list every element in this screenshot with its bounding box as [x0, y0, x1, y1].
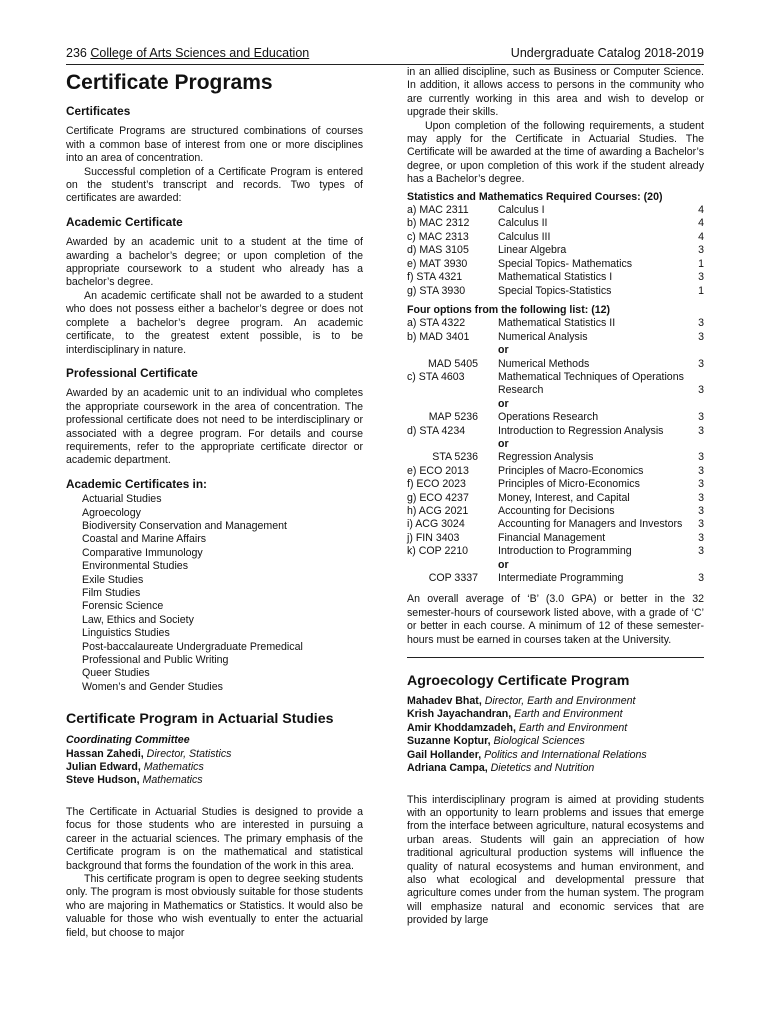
course-title: Accounting for Managers and Investors: [498, 518, 683, 531]
committee-member: [66, 774, 363, 787]
agroecology-heading: Agroecology Certificate Program: [407, 673, 630, 690]
course-row: [407, 331, 704, 344]
or-row: [407, 344, 704, 357]
course-title: Mathematical Techniques of Operations: [498, 370, 684, 383]
course-code: f) ECO 2023: [407, 478, 466, 491]
committee-member: [407, 722, 704, 735]
course-title: Numerical Methods: [498, 357, 590, 370]
course-credits: 3: [698, 384, 704, 397]
course-code: c) STA 4603: [407, 370, 465, 383]
course-credits: 3: [698, 572, 704, 585]
right-column: [407, 66, 704, 928]
course-title: Regression Analysis: [498, 451, 594, 464]
course-row: [407, 465, 704, 478]
requirements-paragraph: Upon completion of the following requirements, a student may apply for the Certificate in Actuarial Studies. The Certificate will be awarded at the time of awarding a Bachelor’s degree, or upon completion of this work if the student already has a Bachelor’s degree.: [407, 119, 704, 186]
course-code: [407, 344, 498, 357]
committee-member: [407, 735, 704, 748]
course-credits: 3: [698, 411, 704, 424]
course-title: Intermediate Programming: [498, 572, 624, 585]
running-header: [66, 46, 704, 65]
course-title: Principles of Macro-Economics: [498, 464, 644, 477]
member-role: Earth and Environment: [518, 721, 628, 734]
course-row: [407, 411, 704, 424]
member-role: Director, Statistics: [146, 747, 232, 760]
course-row: [407, 271, 704, 284]
course-credits: [692, 438, 704, 451]
course-row: [407, 425, 704, 438]
course-credits: 3: [698, 491, 704, 504]
member-name: Mahadev Bhat,: [407, 695, 482, 708]
course-code: g) STA 3930: [407, 284, 466, 297]
course-row: [407, 384, 704, 397]
course-credits: 1: [698, 257, 704, 270]
course-code: d) MAS 3105: [407, 244, 469, 257]
course-credits: [692, 398, 704, 411]
course-row: [407, 478, 704, 491]
certificates-heading: Certificates: [66, 104, 131, 118]
gpa-paragraph: An overall average of ‘B’ (3.0 GPA) or better in the 32 semester-hours of coursework listed above, with a grade of ‘C’ or better in each course. A minimum of 12 of these semester-hours must be earned in courses taken at the University.: [407, 593, 704, 646]
actuarial-heading: Certificate Program in Actuarial Studies: [66, 711, 334, 728]
academic-certificate-paragraph: Awarded by an academic unit to a student at the time of awarding a bachelor’s degree; or upon completion of the appropriate coursework to a student who already has a bachelor’s degree.: [66, 236, 363, 289]
academic-certificate-heading: Academic Certificate: [66, 214, 183, 229]
member-role: Mathematics: [142, 774, 203, 787]
course-code: [407, 398, 498, 411]
member-role: Biological Sciences: [493, 735, 585, 748]
course-code: a) MAC 2311: [407, 204, 469, 217]
option-courses-list: [407, 317, 704, 585]
certificate-list-item: Exile Studies: [82, 573, 144, 586]
member-name: Steve Hudson,: [66, 774, 140, 787]
course-row: [407, 258, 704, 271]
professional-certificate-paragraph: Awarded by an academic unit to an individual who completes the appropriate coursework in the area of concentration. The professional certificate does not need to be interdisciplinary or associated with a degree program. For details and course requirements, refer to the appropriate certificate director or academic department.: [66, 387, 363, 467]
course-credits: 3: [698, 271, 704, 284]
page-number: 236: [66, 46, 87, 60]
course-credits: 3: [698, 424, 704, 437]
course-title: Numerical Analysis: [498, 330, 588, 343]
member-name: Adriana Campa,: [407, 762, 488, 775]
course-row: [407, 371, 704, 384]
certificate-list-item: Law, Ethics and Society: [82, 613, 194, 626]
or-row: [407, 559, 704, 572]
course-credits: 3: [698, 451, 704, 464]
course-title: Operations Research: [498, 411, 599, 424]
certificates-paragraph: Certificate Programs are structured combinations of courses with a common base of interest from one or more disciplines into an area of concentration.: [66, 125, 363, 165]
coordinating-committee: [66, 734, 363, 788]
member-name: Julian Edward,: [66, 761, 141, 774]
certificate-list-item: Queer Studies: [82, 667, 150, 680]
committee-member: [407, 749, 704, 762]
member-role: Politics and International Relations: [484, 748, 647, 761]
actuarial-paragraph-2: This certificate program is open to degree seeking students only. The program is most obviously suitable for those students who are majoring in Mathematics or Statistics. It would also be valuable for those who wish eventually to enter the actuarial field, but choose to major: [66, 872, 363, 939]
agroecology-committee: [407, 695, 704, 775]
academic-certificates-list-heading: Academic Certificates in:: [66, 476, 207, 491]
course-code: j) FIN 3403: [407, 531, 460, 544]
course-row: [407, 217, 704, 230]
certificate-list-item: Film Studies: [82, 587, 141, 599]
certificates-paragraph-2: Successful completion of a Certificate Program is entered on the student’s transcript and records. Two types of certificates are awarded:: [66, 165, 363, 205]
course-row: [407, 358, 704, 371]
course-title: Research: [498, 384, 544, 397]
professional-certificate-heading: Professional Certificate: [66, 365, 198, 380]
committee-member: [407, 708, 704, 721]
course-row: [407, 451, 704, 464]
member-role: Mathematics: [143, 761, 204, 774]
course-title: Money, Interest, and Capital: [498, 491, 630, 504]
committee-members: [66, 748, 363, 788]
member-role: Earth and Environment: [514, 708, 623, 721]
academic-certificate-paragraph-2: An academic certificate shall not be awarded to a student who does not possess either a bachelor’s degree or does not complete a bachelor’s degree program. An academic certificate, to the greatest extent possible, is to be interdisciplinary in nature.: [66, 289, 363, 356]
course-credits: 1: [698, 284, 704, 297]
course-title: or: [498, 344, 509, 357]
course-row: [407, 492, 704, 505]
certificate-list-item: Forensic Science: [82, 600, 164, 613]
course-credits: 3: [698, 357, 704, 370]
course-row: [407, 317, 704, 330]
course-row: [407, 572, 704, 585]
or-row: [407, 438, 704, 451]
certificate-list-item: Comparative Immunology: [82, 546, 203, 559]
certificates-list: [66, 493, 363, 694]
course-row: [407, 204, 704, 217]
course-credits: [692, 559, 704, 572]
college-name: College of Arts Sciences and Education: [90, 46, 310, 60]
member-name: Amir Khoddamzadeh,: [407, 721, 516, 734]
course-credits: 4: [698, 230, 704, 243]
course-title: Mathematical Statistics II: [498, 317, 616, 330]
course-title: Special Topics- Mathematics: [498, 257, 633, 270]
course-row: [407, 518, 704, 531]
course-title: Introduction to Regression Analysis: [498, 424, 664, 437]
course-row: [407, 532, 704, 545]
certificate-list-item: Professional and Public Writing: [82, 654, 229, 667]
catalog-name: Undergraduate Catalog 2018-2019: [510, 46, 704, 60]
course-row: [407, 244, 704, 257]
course-credits: 3: [698, 464, 704, 477]
course-title: Principles of Micro-Economics: [498, 478, 640, 491]
member-role: Director, Earth and Environment: [484, 695, 636, 708]
course-title: or: [498, 397, 509, 410]
course-row: [407, 545, 704, 558]
course-credits: 4: [698, 204, 704, 217]
course-code: [407, 384, 498, 397]
course-credits: 3: [698, 505, 704, 517]
course-code: STA 5236: [432, 451, 478, 464]
course-credits: 3: [698, 330, 704, 343]
left-column: [66, 66, 363, 940]
course-code: e) MAT 3930: [407, 257, 468, 270]
course-code: a) STA 4322: [407, 317, 466, 330]
course-title: Linear Algebra: [498, 244, 567, 257]
course-code: i) ACG 3024: [407, 518, 465, 531]
certificate-list-item: Coastal and Marine Affairs: [82, 533, 207, 546]
course-title: Financial Management: [498, 531, 606, 544]
course-code: g) ECO 4237: [407, 491, 469, 504]
options-heading: Four options from the following list: (12): [407, 303, 611, 316]
committee-member: [66, 748, 363, 761]
course-code: MAD 5405: [427, 357, 478, 370]
course-title: Calculus I: [498, 204, 545, 217]
certificate-list-item: Women’s and Gender Studies: [82, 680, 223, 693]
course-code: [407, 559, 498, 572]
course-credits: 3: [698, 244, 704, 257]
certificate-list-item: Biodiversity Conservation and Management: [82, 519, 287, 532]
course-code: f) STA 4321: [407, 271, 463, 284]
course-code: h) ACG 2021: [407, 505, 469, 517]
page-title: Certificate Programs: [66, 71, 273, 94]
course-title: Calculus III: [498, 230, 551, 243]
committee-label: Coordinating Committee: [66, 734, 190, 747]
committee-member: [407, 762, 704, 775]
course-code: b) MAD 3401: [407, 330, 470, 343]
or-row: [407, 398, 704, 411]
course-credits: [692, 344, 704, 357]
section-divider: [407, 657, 704, 658]
course-credits: 3: [698, 478, 704, 491]
course-credits: 3: [698, 317, 704, 330]
course-title: Special Topics-Statistics: [498, 284, 612, 297]
certificate-list-item: Agroecology: [82, 506, 141, 519]
member-role: Dietetics and Nutrition: [490, 762, 595, 775]
agroecology-paragraph: This interdisciplinary program is aimed at providing students with an opportunity to learn problems and issues that emerge from the interface between agriculture, natural ecosystems and urban areas. Students will gain an appreciation of how traditional agricultural production systems will influence the quality of natural ecosystems and human environment, and also what ecological and developmental pressure that agriculture comes under from the human system. The program will emphasize natural and economic services that are provided by large: [407, 793, 704, 927]
course-credits: [692, 371, 704, 384]
course-code: k) COP 2210: [407, 545, 469, 558]
course-row: [407, 231, 704, 244]
required-courses-list: [407, 204, 704, 298]
course-row: [407, 285, 704, 298]
course-code: c) MAC 2313: [407, 230, 469, 243]
member-name: Hassan Zahedi,: [66, 747, 144, 760]
course-code: [407, 438, 498, 451]
committee-member: [407, 695, 704, 708]
continued-paragraph: in an allied discipline, such as Business or Computer Science. In addition, it allows access to persons in the community who are currently working in this area and wish to develop or upgrade their skills.: [407, 66, 704, 119]
course-credits: 3: [698, 545, 704, 558]
course-code: e) ECO 2013: [407, 464, 469, 477]
member-name: Gail Hollander,: [407, 748, 482, 761]
course-credits: 3: [698, 531, 704, 544]
course-title: Mathematical Statistics I: [498, 271, 613, 284]
course-title: Calculus II: [498, 217, 548, 230]
course-title: Introduction to Programming: [498, 545, 632, 558]
committee-member: [66, 761, 363, 774]
course-code: b) MAC 2312: [407, 217, 470, 230]
course-title: or: [498, 437, 509, 450]
certificate-list-item: Actuarial Studies: [82, 493, 162, 506]
certificate-list-item: Post-baccalaureate Undergraduate Premedical: [82, 640, 303, 653]
member-name: Suzanne Koptur,: [407, 735, 491, 748]
course-code: MAP 5236: [428, 411, 478, 424]
header-left: [66, 46, 309, 60]
certificate-list-item: Environmental Studies: [82, 560, 188, 573]
actuarial-paragraph: The Certificate in Actuarial Studies is designed to provide a focus for those students who are interested in pursuing a career in the actuarial sciences. The primary emphasis of the Certificate program is on the mathematical and statistical background that forms the foundation of the work in this area.: [66, 805, 363, 872]
course-title: Accounting for Decisions: [498, 505, 615, 517]
member-name: Krish Jayachandran,: [407, 708, 512, 721]
course-code: COP 3337: [428, 572, 478, 585]
required-courses-heading: Statistics and Mathematics Required Courses: (20): [407, 190, 663, 203]
course-credits: 3: [698, 518, 704, 531]
course-credits: 4: [698, 217, 704, 230]
course-title: or: [498, 558, 509, 571]
certificate-list-item: Linguistics Studies: [82, 627, 170, 640]
course-code: d) STA 4234: [407, 424, 466, 437]
course-row: [407, 505, 704, 518]
